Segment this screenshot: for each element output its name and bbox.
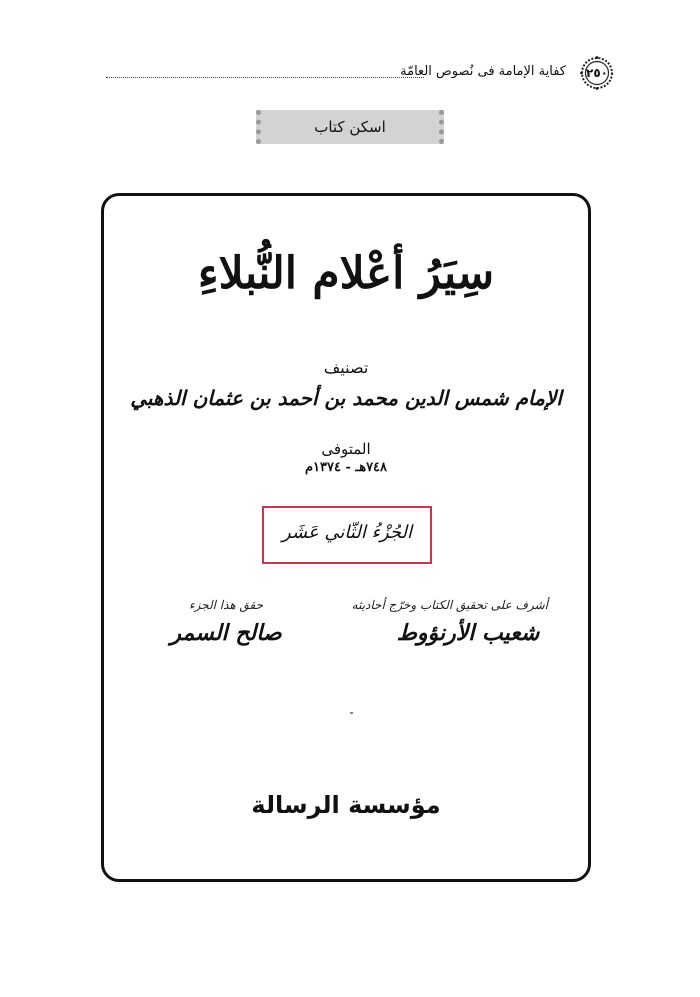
supervisor-credit: [351, 598, 548, 646]
running-header-title: كفاية الإمامة فى نُصوص العامّة: [400, 64, 566, 79]
caption-bar: [256, 110, 444, 144]
volume-highlight-box: [262, 506, 432, 564]
supervisor-name: شعيب الأرنؤوط: [396, 620, 540, 646]
book-title-page-scan: [101, 193, 591, 882]
died-label: المتوفى: [321, 440, 371, 458]
caption-text: اسكن كتاب: [314, 118, 386, 136]
scan-speck: [350, 712, 353, 714]
supervisor-role: أشرف على تحقيق الكتاب وخرّج أحاديثه: [351, 598, 548, 612]
editor-name: صالح السمر: [170, 620, 282, 646]
page-number: ٢٥٠: [586, 66, 608, 80]
editor-role: حقق هذا الجزء: [188, 598, 264, 612]
running-header: [106, 56, 614, 90]
editor-credit: [156, 598, 296, 646]
volume-label: الجُزْءُ الثّاني عَشَر: [281, 522, 413, 543]
header-dotted-rule: [106, 77, 424, 78]
publisher: مؤسسة الرسالة: [251, 791, 441, 819]
book-title: سِيَرُ أعْلام النُّبلاءِ: [197, 248, 495, 299]
died-dates: ٧٤٨هـ - ١٣٧٤م: [304, 460, 388, 475]
author-label: تصنيف: [323, 358, 369, 377]
author-name: الإمام شمس الدين محمد بن أحمد بن عثمان الذهبي: [130, 386, 562, 410]
